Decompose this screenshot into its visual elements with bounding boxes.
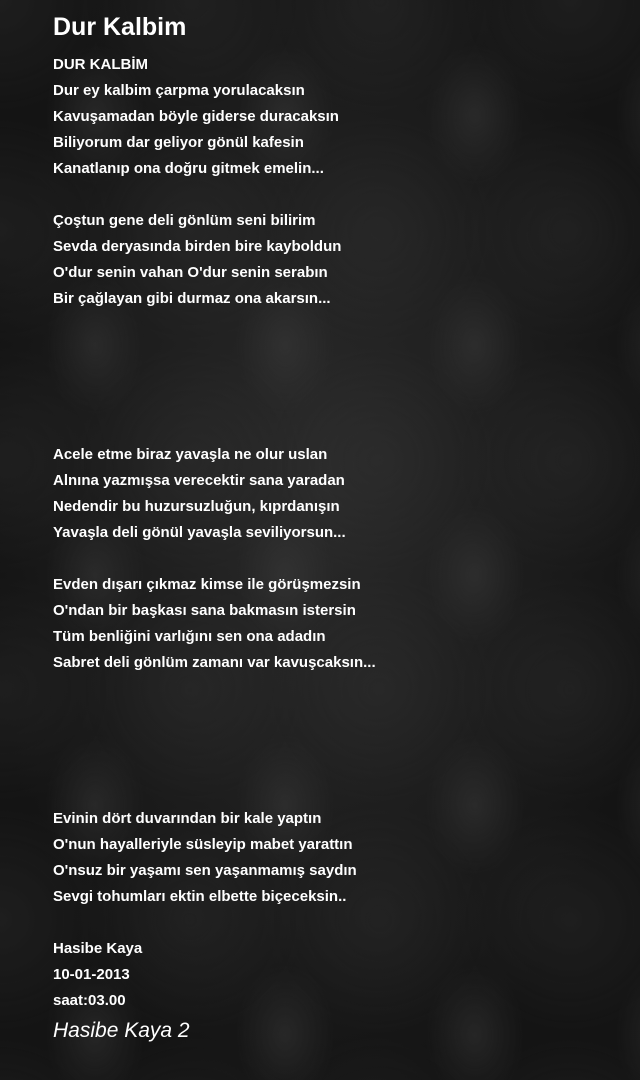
stanza-spacer: [53, 754, 623, 780]
poem-line: DUR KALBİM: [53, 56, 148, 73]
stanza-spacer: [53, 780, 623, 806]
stanza-spacer: [53, 364, 623, 390]
stanza-spacer: [53, 546, 623, 572]
poem-line: 10-01-2013: [53, 966, 130, 983]
poem-line: Acele etme biraz yavaşla ne olur uslan: [53, 446, 328, 463]
stanza-spacer: [53, 416, 623, 442]
poem-line: saat:03.00: [53, 992, 126, 1009]
poem-line: Evden dışarı çıkmaz kimse ile görüşmezsin: [53, 576, 361, 593]
poem-line: Kanatlanıp ona doğru gitmek emelin...: [53, 160, 324, 177]
stanza-spacer: [53, 676, 623, 702]
poem-line: Kavuşamadan böyle giderse duracaksın: [53, 108, 339, 125]
poem-line: O'nsuz bir yaşamı sen yaşanmamış saydın: [53, 862, 357, 879]
stanza-spacer: [53, 182, 623, 208]
stanza-spacer: [53, 910, 623, 936]
poem-line: Tüm benliğini varlığını sen ona adadın: [53, 628, 326, 645]
poem-line: Hasibe Kaya: [53, 940, 143, 957]
poem-line: Bir çağlayan gibi durmaz ona akarsın...: [53, 290, 331, 307]
stanza-spacer: [53, 728, 623, 754]
poem-body: [53, 52, 623, 1014]
author-signature: Hasibe Kaya 2: [53, 1019, 190, 1042]
poem-line: Yavaşla deli gönül yavaşla seviliyorsun...: [53, 524, 346, 541]
stanza-spacer: [53, 702, 623, 728]
poem-title: Dur Kalbim: [53, 13, 187, 41]
poem-line: Çoştun gene deli gönlüm seni bilirim: [53, 212, 316, 229]
stanza-spacer: [53, 390, 623, 416]
poem-line: Sevda deryasında birden bire kayboldun: [53, 238, 342, 255]
poem-line: O'dur senin vahan O'dur senin serabın: [53, 264, 328, 281]
poem-line: Nedendir bu huzursuzluğun, kıprdanışın: [53, 498, 340, 515]
stanza-spacer: [53, 338, 623, 364]
poem-line: Evinin dört duvarından bir kale yaptın: [53, 810, 322, 827]
poem-line: Sevgi tohumları ektin elbette biçeceksin..: [53, 888, 347, 905]
stanza-spacer: [53, 312, 623, 338]
poem-line: O'nun hayalleriyle süsleyip mabet yarattın: [53, 836, 353, 853]
poem-line: Alnına yazmışsa verecektir sana yaradan: [53, 472, 345, 489]
poem-line: Sabret deli gönlüm zamanı var kavuşcaksın...: [53, 654, 376, 671]
poem-line: Biliyorum dar geliyor gönül kafesin: [53, 134, 304, 151]
poem-line: Dur ey kalbim çarpma yorulacaksın: [53, 82, 305, 99]
poem-line: O'ndan bir başkası sana bakmasın istersin: [53, 602, 356, 619]
